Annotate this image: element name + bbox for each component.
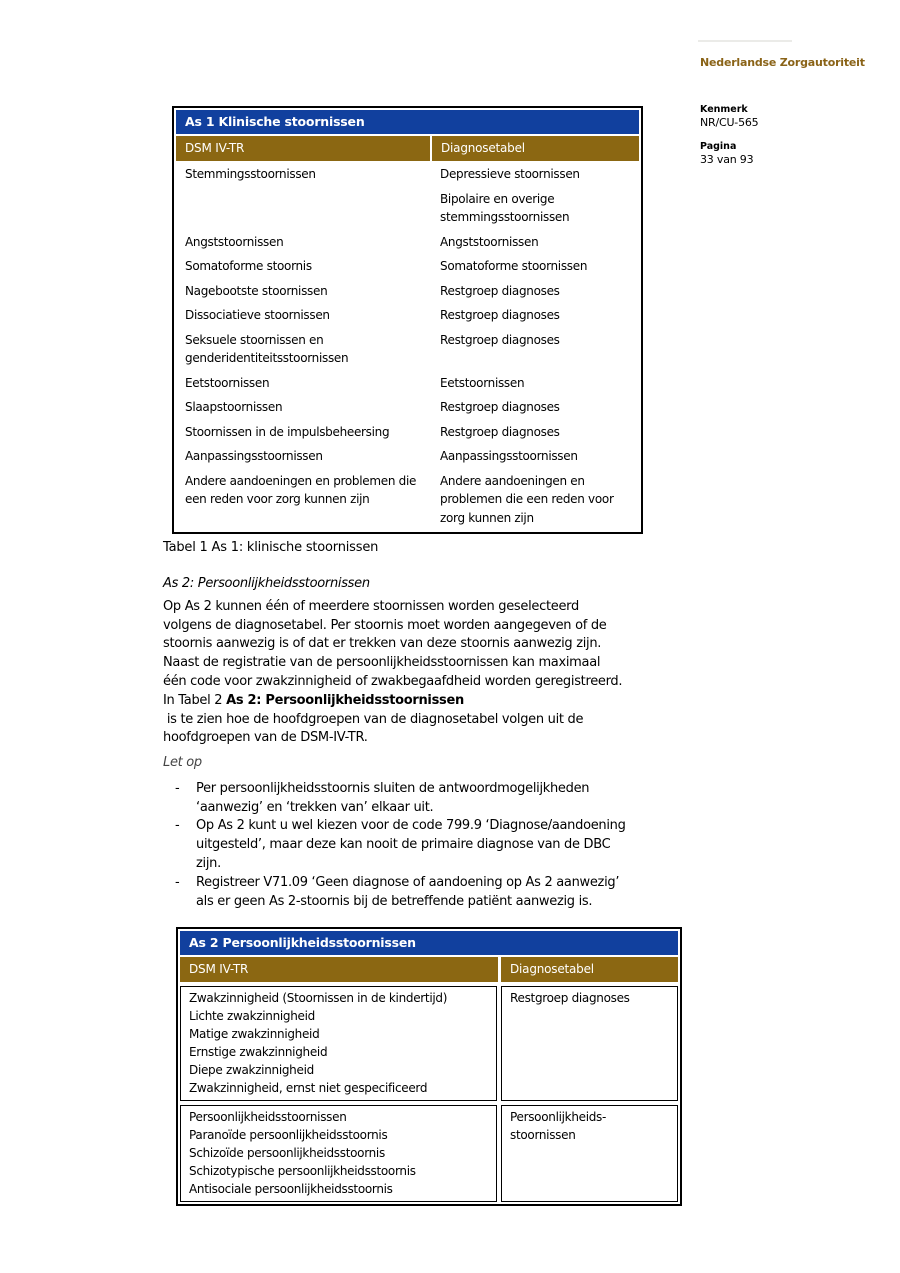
dsm-line: Schizoïde persoonlijkheidsstoornis — [189, 1146, 385, 1160]
pagina-label: Pagina — [700, 141, 737, 152]
table-row — [176, 230, 639, 255]
paragraph-line — [163, 692, 622, 711]
table1-dsm-cell — [176, 187, 432, 230]
table1-diag-cell: Restgroep diagnoses — [440, 400, 560, 414]
table1-dsm-cell: Eetstoornissen — [185, 375, 270, 390]
as2-heading: As 2: Persoonlijkheidsstoornissen — [163, 576, 370, 591]
table1-diag-cell: Eetstoornissen — [440, 375, 525, 390]
document-meta — [700, 103, 758, 177]
table2-title: As 2 Persoonlijkheidsstoornissen — [180, 931, 678, 955]
dsm-line: Zwakzinnigheid (Stoornissen in de kindertijd) — [189, 991, 448, 1005]
table1-diag-cell: Restgroep diagnoses — [440, 308, 560, 322]
bullet-line: Per persoonlijkheidsstoornis sluiten de antwoordmogelijkheden — [196, 780, 590, 796]
bullet-dash: - — [175, 818, 180, 834]
bullet-dash: - — [175, 780, 180, 796]
table-row — [176, 187, 639, 230]
as2-section — [163, 575, 622, 748]
bullet-item — [163, 780, 626, 818]
table-row — [176, 254, 639, 279]
table2-body — [180, 986, 678, 1202]
dsm-line: Diepe zwakzinnigheid — [189, 1063, 314, 1077]
table1-caption: Tabel 1 As 1: klinische stoornissen — [163, 540, 379, 555]
table2-diag-cell: Restgroep diagnoses — [501, 986, 678, 1101]
table1-diag-cell: Andere aandoeningen en problemen die een reden voor zorg kunnen zijn — [440, 473, 614, 525]
as2-paragraph — [163, 598, 622, 748]
table-row — [180, 986, 678, 1101]
table1-dsm-cell: Somatoforme stoornis — [185, 259, 312, 273]
table1-dsm-cell: Dissociatieve stoornissen — [185, 308, 330, 322]
paragraph-line: is te zien hoe de hoofdgroepen van de diagnosetabel volgen uit de — [163, 711, 584, 727]
table-as2-persoonlijkheidsstoornissen — [176, 927, 682, 1206]
dsm-line: Zwakzinnigheid, ernst niet gespecificeerd — [189, 1081, 428, 1095]
table2-dsm-cell — [180, 986, 497, 1101]
paragraph-line: Naast de registratie van de persoonlijkheidsstoornissen kan maximaal — [163, 655, 601, 671]
bullet-item — [163, 817, 626, 873]
bullet-line: uitgesteld’, maar deze kan nooit de primaire diagnose van de DBC — [196, 837, 611, 853]
table-row — [176, 328, 639, 371]
table1-body — [176, 161, 639, 530]
brand-wordmark: Nederlandse Zorgautoriteit — [700, 56, 865, 69]
table1-dsm-cell: Aanpassingsstoornissen — [185, 449, 323, 463]
paragraph-line: stoornis aanwezig is of dat er trekken van deze stoornis aanwezig zijn. — [163, 636, 602, 652]
paragraph-bold-text: As 2: Persoonlijkheidsstoornissen — [226, 692, 464, 708]
table1-diag-cell: Bipolaire en overige stemmingsstoornissen — [440, 191, 570, 224]
dsm-line: Paranoïde persoonlijkheidsstoornis — [189, 1128, 388, 1142]
bullet-item — [163, 874, 626, 912]
table1-diag-cell: Somatoforme stoornissen — [440, 259, 588, 273]
table-row — [176, 279, 639, 304]
brand-rule — [698, 40, 792, 42]
table2-col-header-dsm: DSM IV-TR — [180, 957, 498, 982]
table1-dsm-cell: Slaapstoornissen — [185, 400, 283, 414]
table-row — [176, 371, 639, 396]
table1-col-header-diagnosetabel: Diagnosetabel — [432, 136, 639, 161]
table2-header-row — [180, 957, 678, 982]
table-row — [180, 1105, 678, 1202]
table-row — [176, 469, 639, 531]
table-as1-klinische-stoornissen — [172, 106, 643, 534]
bullet-line: ‘aanwezig’ en ‘trekken van’ elkaar uit. — [196, 799, 434, 815]
table2-diag-cell: Persoonlijkheids-stoornissen — [501, 1105, 678, 1202]
table-row — [176, 444, 639, 469]
table1-dsm-cell: Andere aandoeningen en problemen die een reden voor zorg kunnen zijn — [185, 473, 417, 506]
paragraph-text: In Tabel 2 — [163, 692, 227, 708]
paragraph-line: hoofdgroepen van de DSM-IV-TR. — [163, 730, 368, 746]
table1-diag-cell: Depressieve stoornissen — [440, 167, 580, 181]
paragraph-line: één code voor zwakzinnigheid of zwakbegaafdheid worden geregistreerd. — [163, 673, 623, 689]
dsm-line: Persoonlijkheidsstoornissen — [189, 1110, 347, 1124]
bullet-line: zijn. — [196, 855, 221, 871]
table-row — [176, 303, 639, 328]
table1-diag-cell: Restgroep diagnoses — [440, 283, 560, 298]
table1-dsm-cell: Angststoornissen — [185, 234, 284, 249]
dsm-line: Ernstige zwakzinnigheid — [189, 1045, 328, 1059]
table-row — [176, 420, 639, 445]
bullet-line: als er geen As 2-stoornis bij de betreffende patiënt aanwezig is. — [196, 893, 593, 909]
table1-header-row — [176, 136, 639, 161]
kenmerk-value: NR/CU-565 — [700, 116, 759, 129]
kenmerk-label: Kenmerk — [700, 104, 748, 115]
bullet-line: Registreer V71.09 ‘Geen diagnose of aandoening op As 2 aanwezig’ — [196, 874, 620, 890]
paragraph-line: volgens de diagnosetabel. Per stoornis moet worden aangegeven of de — [163, 617, 607, 633]
bullet-line: Op As 2 kunt u wel kiezen voor de code 799.9 ‘Diagnose/aandoening — [196, 818, 626, 834]
dsm-line: Antisociale persoonlijkheidsstoornis — [189, 1182, 393, 1196]
table1-diag-cell: Restgroep diagnoses — [440, 332, 560, 347]
table1-diag-cell: Angststoornissen — [440, 234, 539, 249]
table1-dsm-cell: Stoornissen in de impulsbeheersing — [185, 424, 390, 439]
table1-title: As 1 Klinische stoornissen — [176, 110, 639, 134]
letop-label: Let op — [163, 755, 202, 770]
table1-dsm-cell: Stemmingsstoornissen — [185, 167, 316, 181]
table1-dsm-cell: Seksuele stoornissen en genderidentiteitsstoornissen — [185, 332, 349, 365]
table2-col-header-diagnosetabel: Diagnosetabel — [501, 957, 678, 982]
dsm-line: Lichte zwakzinnigheid — [189, 1009, 315, 1023]
table-row — [176, 162, 639, 187]
pagina-value: 33 van 93 — [700, 153, 754, 166]
paragraph-line: Op As 2 kunnen één of meerdere stoornissen worden geselecteerd — [163, 598, 579, 614]
letop-bullet-list — [163, 780, 626, 912]
table1-diag-cell: Restgroep diagnoses — [440, 424, 560, 439]
table1-col-header-dsm: DSM IV-TR — [176, 136, 430, 161]
table1-dsm-cell: Nagebootste stoornissen — [185, 283, 328, 298]
letop-block — [163, 754, 626, 911]
dsm-line: Schizotypische persoonlijkheidsstoornis — [189, 1164, 416, 1178]
dsm-line: Matige zwakzinnigheid — [189, 1027, 320, 1041]
table2-dsm-cell — [180, 1105, 497, 1202]
table1-diag-cell: Aanpassingsstoornissen — [440, 449, 578, 463]
table-row — [176, 395, 639, 420]
bullet-dash: - — [175, 874, 180, 890]
